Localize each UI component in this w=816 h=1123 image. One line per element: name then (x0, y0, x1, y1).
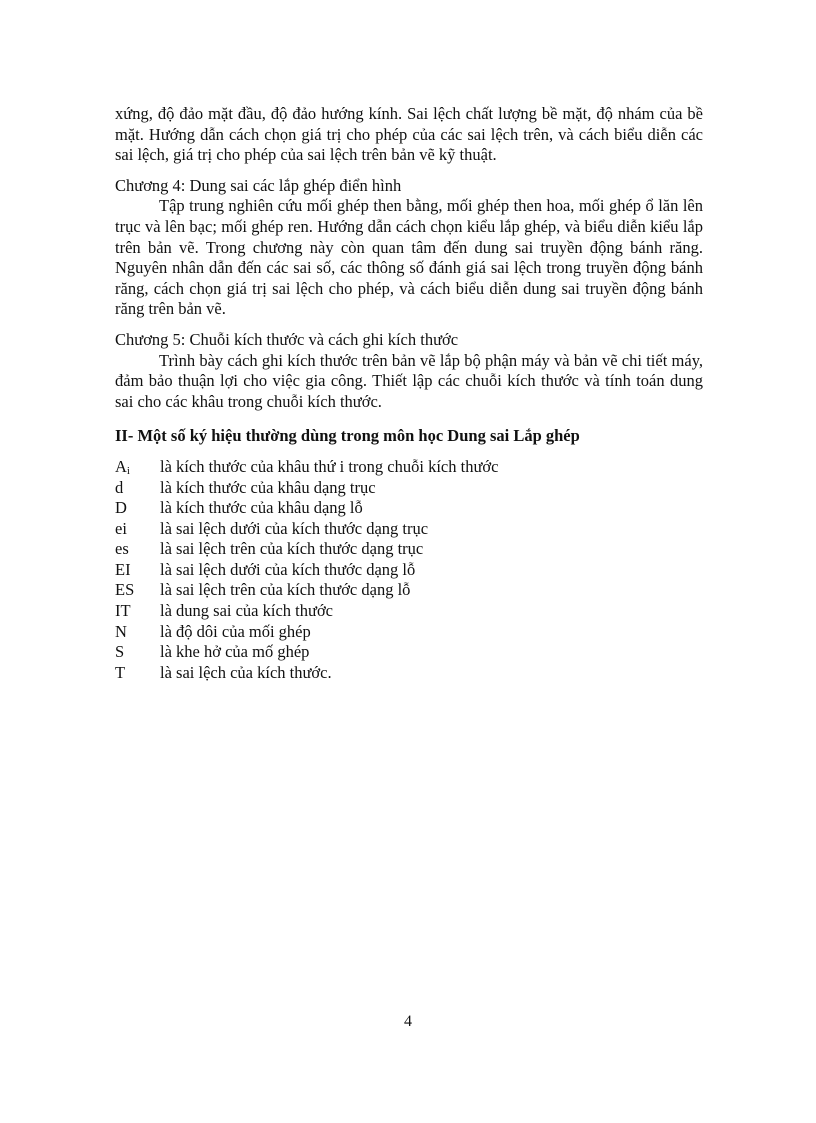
list-item (115, 642, 703, 663)
section-heading: II- Một số ký hiệu thường dùng trong môn học Dung sai Lắp ghép (115, 426, 580, 446)
symbol: IT (115, 601, 131, 621)
list-item (115, 560, 703, 581)
spacer (115, 447, 703, 457)
symbol-description: là độ dôi của mối ghép (160, 621, 311, 641)
list-item (115, 539, 703, 560)
list-item (115, 622, 703, 643)
symbol-description: là kích thước của khâu dạng trục (160, 477, 376, 497)
spacer (115, 320, 703, 330)
list-item (115, 457, 703, 478)
symbol: D (115, 498, 127, 518)
symbol: N (115, 621, 127, 641)
symbol-description: là sai lệch trên của kích thước dạng lỗ (160, 580, 411, 600)
symbol-description: là sai lệch trên của kích thước dạng trục (160, 539, 424, 559)
document-page (115, 104, 703, 683)
chapter-5-title: Chương 5: Chuỗi kích thước và cách ghi kích thước (115, 329, 459, 349)
chapter-5-body: Trình bày cách ghi kích thước trên bản vẽ lắp bộ phận máy và bản vẽ chi tiết máy, đảm bảo thuận lợi cho việc gia công. Thiết lập các chuỗi kích thước và tính toán dung sai cho các khâu trong chuỗi kích thước. (115, 350, 703, 411)
symbol-description: là sai lệch dưới của kích thước dạng lỗ (160, 559, 416, 579)
chapter-4-body: Tập trung nghiên cứu mối ghép then bằng, mối ghép then hoa, mối ghép ổ lăn lên trục và lên bạc; mối ghép ren. Hướng dẫn cách chọn kiểu lắp ghép, và biểu diễn kiểu lắp trên bản vẽ. Trong chương này còn quan tâm đến dung sai truyền động bánh răng. Nguyên nhân dẫn đến các sai số, các thông số đánh giá sai lệch trong truyền động bánh răng, cách chọn giá trị sai lệch cho phép, và cách biểu diễn dung sai truyền động bánh răng trên bản vẽ. (115, 196, 703, 319)
symbol-description: là sai lệch dưới của kích thước dạng trục (160, 518, 429, 538)
list-item (115, 663, 703, 684)
page-number: 4 (404, 1013, 412, 1030)
intro-paragraph: xứng, độ đảo mặt đầu, độ đảo hướng kính. Sai lệch chất lượng bề mặt, độ nhám của bề mặt. Hướng dẫn cách chọn giá trị cho phép của các sai lệch trên, và cách biểu diễn các sai lệch, giá trị cho phép của sai lệch trên bản vẽ kỹ thuật. (115, 104, 703, 165)
symbol: T (115, 662, 126, 682)
symbol-description: là kích thước của khâu dạng lỗ (160, 498, 363, 518)
symbol-description: là kích thước của khâu thứ i trong chuỗi kích thước (160, 456, 499, 476)
spacer (115, 412, 703, 426)
spacer (115, 166, 703, 176)
symbol: EI (115, 559, 131, 579)
symbol: d (115, 477, 124, 497)
symbol-description: là sai lệch của kích thước. (160, 662, 332, 682)
symbol: ei (115, 518, 127, 538)
symbol: $A_i$ (115, 456, 130, 477)
symbol: ES (115, 580, 135, 600)
list-item (115, 601, 703, 622)
symbol: S (115, 642, 125, 662)
symbol-description: là dung sai của kích thước (160, 601, 333, 621)
list-item (115, 498, 703, 519)
list-item (115, 519, 703, 540)
chapter-4-title: Chương 4: Dung sai các lắp ghép điển hình (115, 175, 402, 195)
list-item (115, 580, 703, 601)
symbol: es (115, 539, 129, 559)
list-item (115, 478, 703, 499)
symbol-description: là khe hở của mố ghép (160, 642, 310, 662)
symbol-list (115, 457, 703, 684)
